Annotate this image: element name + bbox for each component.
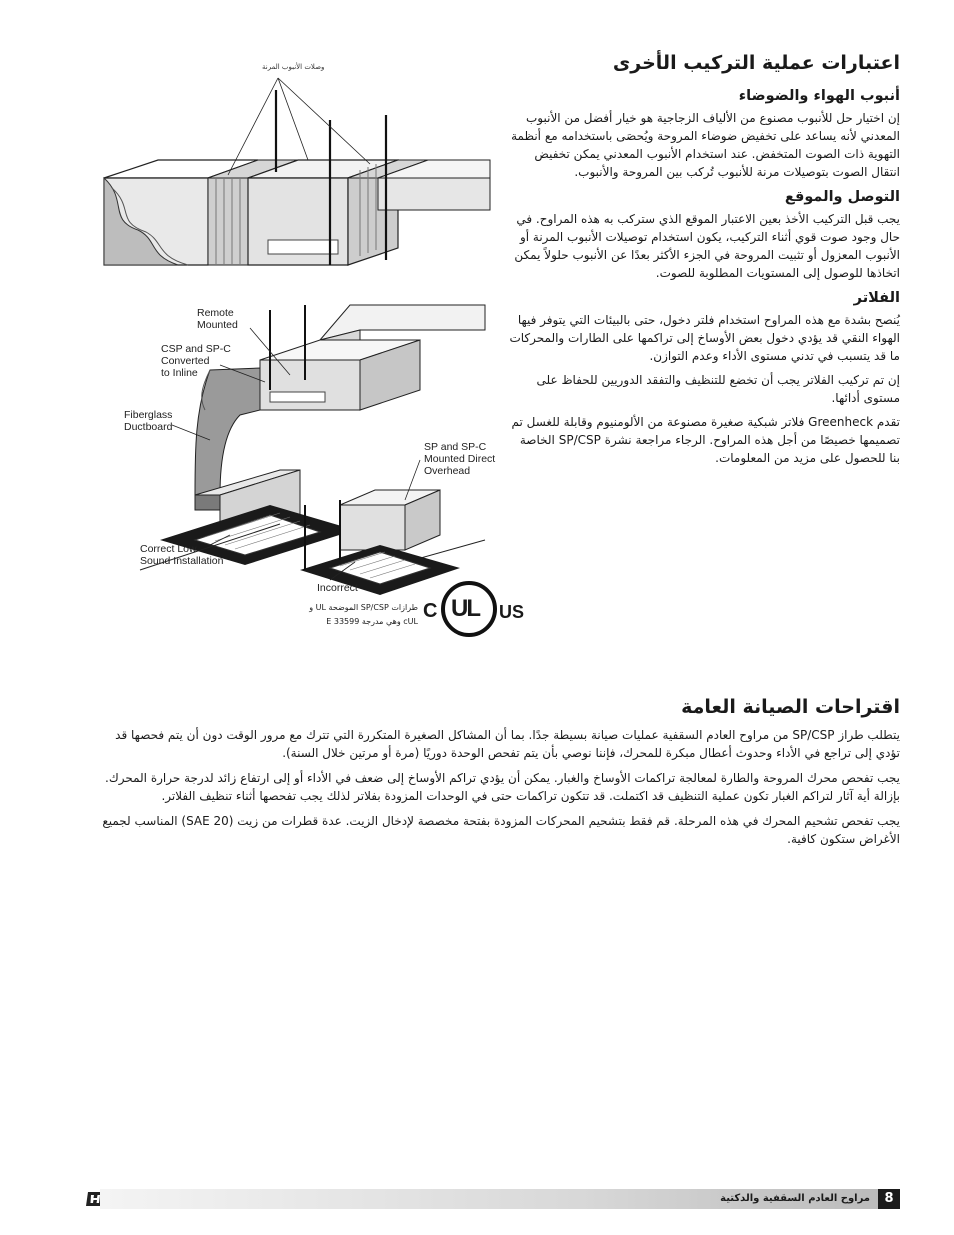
install-considerations-title: اعتبارات عملية التركيب الأخرى [612, 52, 900, 74]
footer-bar [100, 1189, 900, 1209]
duct-noise-paragraph: إن اختيار حل للأنبوب مصنوع من الألياف الزجاجية هو خيار أفضل من الأنبوب المعدني لأنه يساعد على تخفيض ضوضاء المروحة ويُحصَى باستخدامه مع أنظمة التهوية ذات الصوت المتخفض. عند استخدام الأنبوب المعدني يمكن تخفيض انتقال الصوت بتوصيلات مرنة للأنبوب تُركب بين المروحة والأنبوب. [511, 111, 900, 179]
flexible-duct-connector-figure [98, 60, 490, 290]
filters-paragraph-1: يُنصح بشدة مع هذه المراوح استخدام فلتر دخول، حتى بالبيئات التي يتوفر فيها الهواء النقي قد يؤدي دخول بعض الأوساخ إلى تراكمها على الطارات والمحركات ما قد يتسبب في تدني مستوى الأداء وعدم التوازن. [509, 313, 900, 363]
filters-heading: الفلاتر [853, 290, 900, 306]
ul-certification-logo [423, 580, 525, 640]
filters-paragraph-2: إن تم تركيب الفلاتر يجب أن تخضع للتنظيف والتفقد الدوريين للحفاظ على مستوى أدائها. [536, 373, 900, 405]
csp-converted-label: CSP and SP-C Converted to Inline [161, 343, 231, 379]
flexible-connectors-label: وصلات الأنبوب المرنة [262, 63, 325, 71]
ul-c-letter: C [423, 600, 438, 622]
fiberglass-ductboard-label: Fiberglass Ductboard [124, 409, 173, 433]
install-considerations-section [508, 52, 900, 473]
page-number: 8 [878, 1189, 900, 1209]
ul-caption-line1: طرازات SP/CSP الموضحة UL و [309, 603, 418, 612]
maintenance-paragraph-2: يجب تفحص محرك المروحة والطارة لمعالجة تراكمات الأوساخ والغبار. يمكن أن يؤدي تراكم الأوساخ إلى ضعف في الأداء أو إلى ارتفاع زائد لدرجة حرارة المحرك. بإزالة أية آثار لتراكم الغبار تكون عملية التنظيف قد اكتملت. قد تتكون تراكمات حتى في الوحدات المزودة بفلاتر لذلك يجب تفحصها أثناء تنظيف الفلاتر. [105, 771, 900, 803]
maintenance-paragraph-1: يتطلب طراز SP/CSP من مراوح العادم السقفية عمليات صيانة بسيطة جدًا. بما أن المشاكل الصغيرة المتكررة التي تترك مع مرور الوقت دون أن يتم فحصها قد تؤدي إلى تراجع في الأداء وحدوث أعطال مبكرة للمحرك، فإننا نوصي بأن يتم تفحص الوحدة دوريًا (مرة أو مرتين خلال السنة). [115, 728, 900, 760]
filters-paragraph-3: تقدم Greenheck فلاتر شبكية صغيرة مصنوعة من الألومنيوم وقابلة للغسل تم تصميمها خصيصًا من أجل هذه المراوح. الرجاء مراجعة نشرة SP/CSP الخاصة بنا للحصول على مزيد من المعلومات. [511, 415, 900, 465]
ul-caption-line2: cUL وهي مدرجة E 33599 [326, 617, 418, 626]
maintenance-section [88, 696, 900, 855]
duct-noise-heading: أنبوب الهواء والضوضاء [738, 88, 900, 104]
ul-us-letters: US [499, 602, 525, 622]
placement-heading: التوصل والموقع [784, 189, 900, 205]
incorrect-label: Incorrect [317, 582, 358, 594]
sp-mounted-direct-label: SP and SP-C Mounted Direct Overhead [424, 441, 496, 477]
maintenance-paragraph-3: يجب تفحص تشحيم المحرك في هذه المرحلة. قم فقط بتشحيم المحركات المزودة بفتحة مخصصة لإدخال الزيت. عدة قطرات من زيت (SAE 20) المناسب لجميع الأغراض ستكون كافية. [102, 814, 900, 846]
footer-title: مراوح العادم السقفية والدكتية [720, 1193, 870, 1204]
maintenance-title: اقتراحات الصيانة العامة [681, 696, 900, 718]
placement-paragraph: يجب قبل التركيب الأخذ بعين الاعتبار الموقع الذي ستركب به هذه المراوح. في حال وجود صوت قوي أثناء التركيب، يكون استخدام توصيلات الأنبوب المرنة أو الأنبوب المعزول أو تثبيت المروحة في الجزء الأكثر بعدًا عن الأنبوب حلولاً يمكن اتخاذها للوصول إلى المستويات المطلوبة للصوت. [514, 212, 900, 280]
correct-installation-label: Correct Low Sound Installation [140, 543, 224, 567]
ul-mark: UL [451, 595, 479, 622]
remote-mounted-label: Remote Mounted [197, 307, 238, 331]
